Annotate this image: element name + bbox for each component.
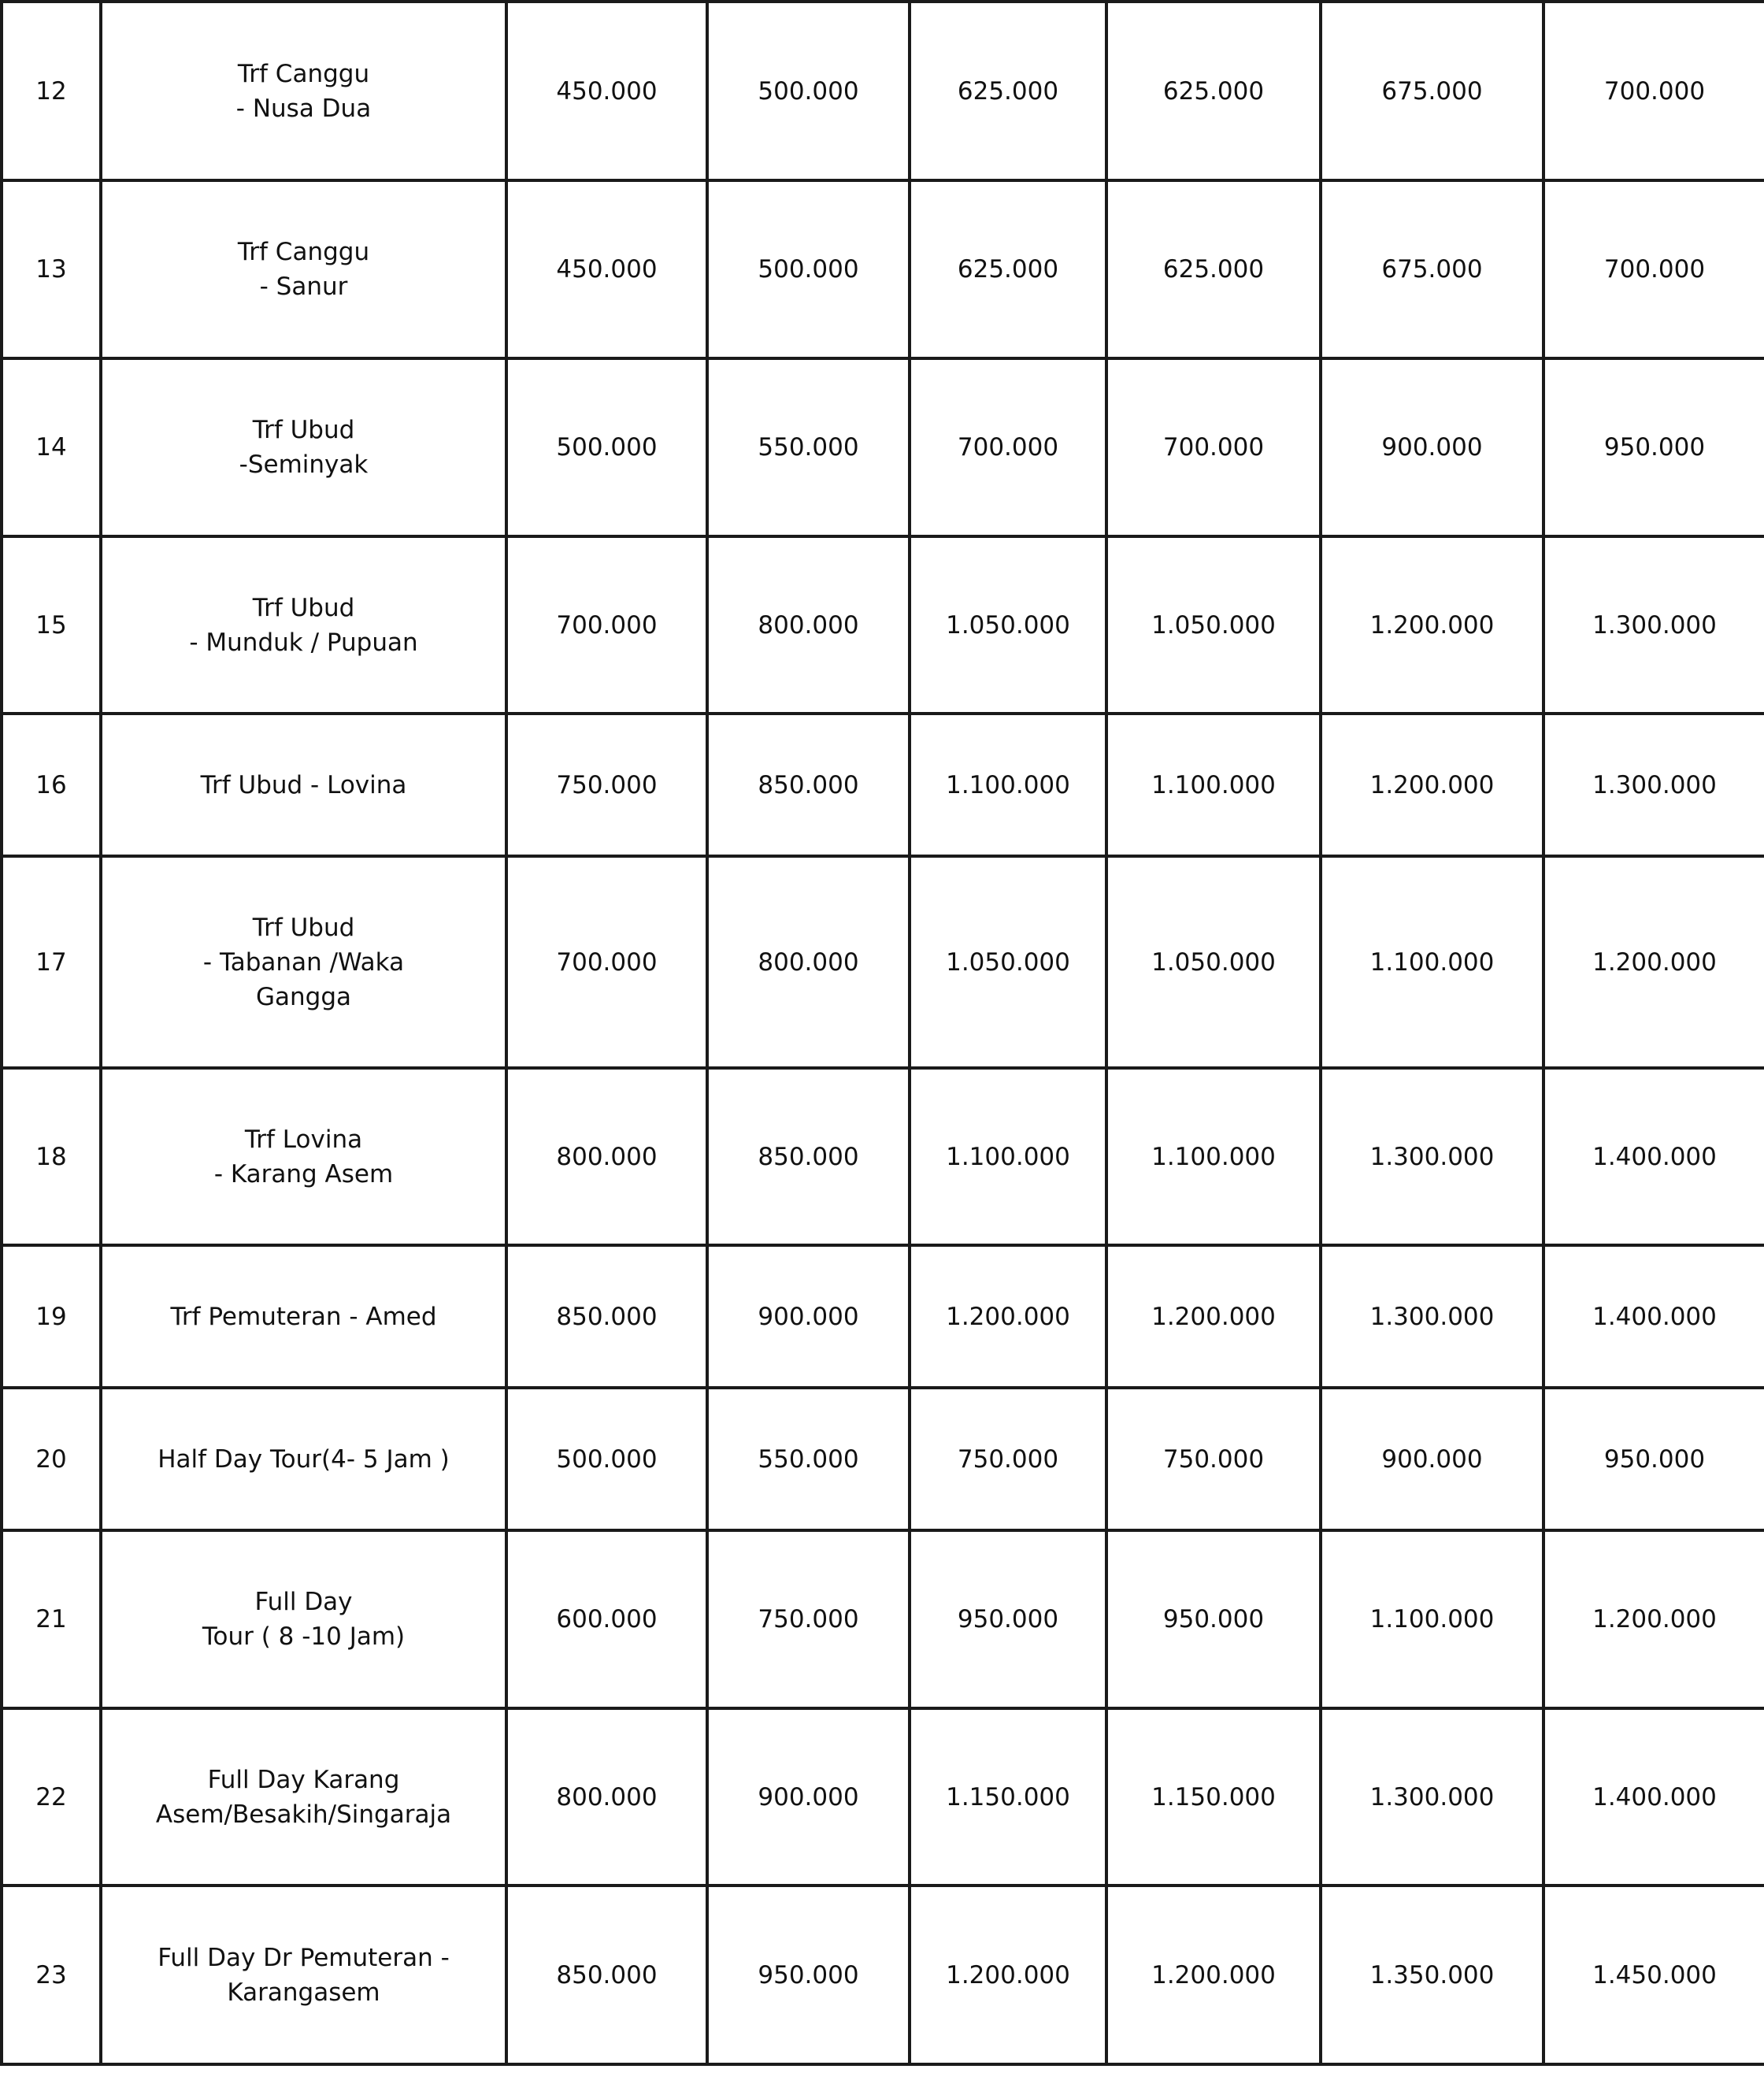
price-cell: 900.000 — [707, 1245, 910, 1388]
price-cell: 1.350.000 — [1321, 1886, 1544, 2064]
price-cell: 1.200.000 — [1321, 714, 1544, 856]
price-cell: 625.000 — [1106, 180, 1321, 358]
price-cell: 900.000 — [707, 1708, 910, 1886]
table-row — [2, 536, 1764, 714]
row-number: 20 — [2, 1388, 101, 1530]
price-cell: 900.000 — [1321, 1388, 1544, 1530]
price-cell: 1.100.000 — [1106, 714, 1321, 856]
table-row — [2, 1530, 1764, 1708]
price-cell: 1.100.000 — [1321, 856, 1544, 1068]
price-cell: 675.000 — [1321, 2, 1544, 180]
row-number: 14 — [2, 358, 101, 536]
price-cell: 1.100.000 — [1321, 1530, 1544, 1708]
price-cell: 625.000 — [910, 2, 1106, 180]
route-cell: Trf Ubud - Munduk / Pupuan — [101, 536, 506, 714]
price-cell: 950.000 — [1544, 358, 1764, 536]
price-cell: 950.000 — [707, 1886, 910, 2064]
price-cell: 550.000 — [707, 1388, 910, 1530]
price-cell: 500.000 — [707, 180, 910, 358]
table-row — [2, 856, 1764, 1068]
price-cell: 500.000 — [707, 2, 910, 180]
route-cell: Trf Ubud -Seminyak — [101, 358, 506, 536]
price-cell: 800.000 — [506, 1068, 707, 1245]
price-cell: 1.050.000 — [1106, 856, 1321, 1068]
price-cell: 625.000 — [1106, 2, 1321, 180]
row-number: 21 — [2, 1530, 101, 1708]
price-cell: 1.150.000 — [910, 1708, 1106, 1886]
price-cell: 850.000 — [707, 1068, 910, 1245]
table-row — [2, 1388, 1764, 1530]
price-cell: 1.200.000 — [910, 1886, 1106, 2064]
price-cell: 1.100.000 — [910, 1068, 1106, 1245]
price-cell: 1.100.000 — [1106, 1068, 1321, 1245]
route-cell: Full Day Dr Pemuteran - Karangasem — [101, 1886, 506, 2064]
price-cell: 800.000 — [506, 1708, 707, 1886]
price-cell: 800.000 — [707, 536, 910, 714]
table-row — [2, 1245, 1764, 1388]
row-number: 23 — [2, 1886, 101, 2064]
route-cell: Trf Lovina - Karang Asem — [101, 1068, 506, 1245]
table-body — [2, 2, 1764, 2064]
route-cell: Trf Ubud - Lovina — [101, 714, 506, 856]
price-cell: 950.000 — [1106, 1530, 1321, 1708]
price-cell: 850.000 — [506, 1245, 707, 1388]
price-cell: 1.300.000 — [1321, 1068, 1544, 1245]
price-cell: 700.000 — [506, 856, 707, 1068]
price-cell: 700.000 — [1544, 2, 1764, 180]
row-number: 18 — [2, 1068, 101, 1245]
price-cell: 675.000 — [1321, 180, 1544, 358]
route-cell: Half Day Tour(4- 5 Jam ) — [101, 1388, 506, 1530]
table-row — [2, 358, 1764, 536]
price-cell: 550.000 — [707, 358, 910, 536]
price-cell: 850.000 — [707, 714, 910, 856]
route-cell: Full Day Tour ( 8 -10 Jam) — [101, 1530, 506, 1708]
row-number: 13 — [2, 180, 101, 358]
route-cell: Full Day Karang Asem/Besakih/Singaraja — [101, 1708, 506, 1886]
route-cell: Trf Pemuteran - Amed — [101, 1245, 506, 1388]
price-cell: 1.400.000 — [1544, 1245, 1764, 1388]
price-cell: 1.050.000 — [910, 856, 1106, 1068]
price-cell: 1.100.000 — [910, 714, 1106, 856]
price-cell: 750.000 — [1106, 1388, 1321, 1530]
row-number: 22 — [2, 1708, 101, 1886]
price-cell: 1.050.000 — [910, 536, 1106, 714]
table-row — [2, 1068, 1764, 1245]
price-cell: 1.200.000 — [1544, 856, 1764, 1068]
price-cell: 700.000 — [1544, 180, 1764, 358]
row-number: 15 — [2, 536, 101, 714]
table-row — [2, 714, 1764, 856]
price-cell: 700.000 — [1106, 358, 1321, 536]
price-cell: 500.000 — [506, 358, 707, 536]
price-cell: 450.000 — [506, 2, 707, 180]
price-cell: 950.000 — [910, 1530, 1106, 1708]
price-cell: 1.300.000 — [1544, 714, 1764, 856]
row-number: 12 — [2, 2, 101, 180]
price-cell: 1.450.000 — [1544, 1886, 1764, 2064]
price-cell: 1.200.000 — [910, 1245, 1106, 1388]
table-row — [2, 2, 1764, 180]
price-cell: 1.200.000 — [1321, 536, 1544, 714]
route-cell: Trf Ubud - Tabanan /Waka Gangga — [101, 856, 506, 1068]
price-cell: 1.400.000 — [1544, 1068, 1764, 1245]
price-cell: 750.000 — [506, 714, 707, 856]
price-cell: 700.000 — [506, 536, 707, 714]
row-number: 17 — [2, 856, 101, 1068]
price-cell: 450.000 — [506, 180, 707, 358]
table-row — [2, 1886, 1764, 2064]
price-cell: 500.000 — [506, 1388, 707, 1530]
price-cell: 1.300.000 — [1321, 1708, 1544, 1886]
price-cell: 900.000 — [1321, 358, 1544, 536]
price-cell: 1.200.000 — [1106, 1245, 1321, 1388]
row-number: 19 — [2, 1245, 101, 1388]
route-cell: Trf Canggu - Nusa Dua — [101, 2, 506, 180]
row-number: 16 — [2, 714, 101, 856]
price-cell: 750.000 — [707, 1530, 910, 1708]
price-cell: 700.000 — [910, 358, 1106, 536]
price-cell: 600.000 — [506, 1530, 707, 1708]
price-cell: 850.000 — [506, 1886, 707, 2064]
price-cell: 1.300.000 — [1321, 1245, 1544, 1388]
route-cell: Trf Canggu - Sanur — [101, 180, 506, 358]
price-cell: 1.400.000 — [1544, 1708, 1764, 1886]
table-row — [2, 180, 1764, 358]
price-cell: 1.300.000 — [1544, 536, 1764, 714]
price-cell: 1.150.000 — [1106, 1708, 1321, 1886]
price-cell: 1.050.000 — [1106, 536, 1321, 714]
price-cell: 750.000 — [910, 1388, 1106, 1530]
price-cell: 1.200.000 — [1544, 1530, 1764, 1708]
table-row — [2, 1708, 1764, 1886]
price-cell: 625.000 — [910, 180, 1106, 358]
price-cell: 800.000 — [707, 856, 910, 1068]
price-cell: 950.000 — [1544, 1388, 1764, 1530]
price-cell: 1.200.000 — [1106, 1886, 1321, 2064]
